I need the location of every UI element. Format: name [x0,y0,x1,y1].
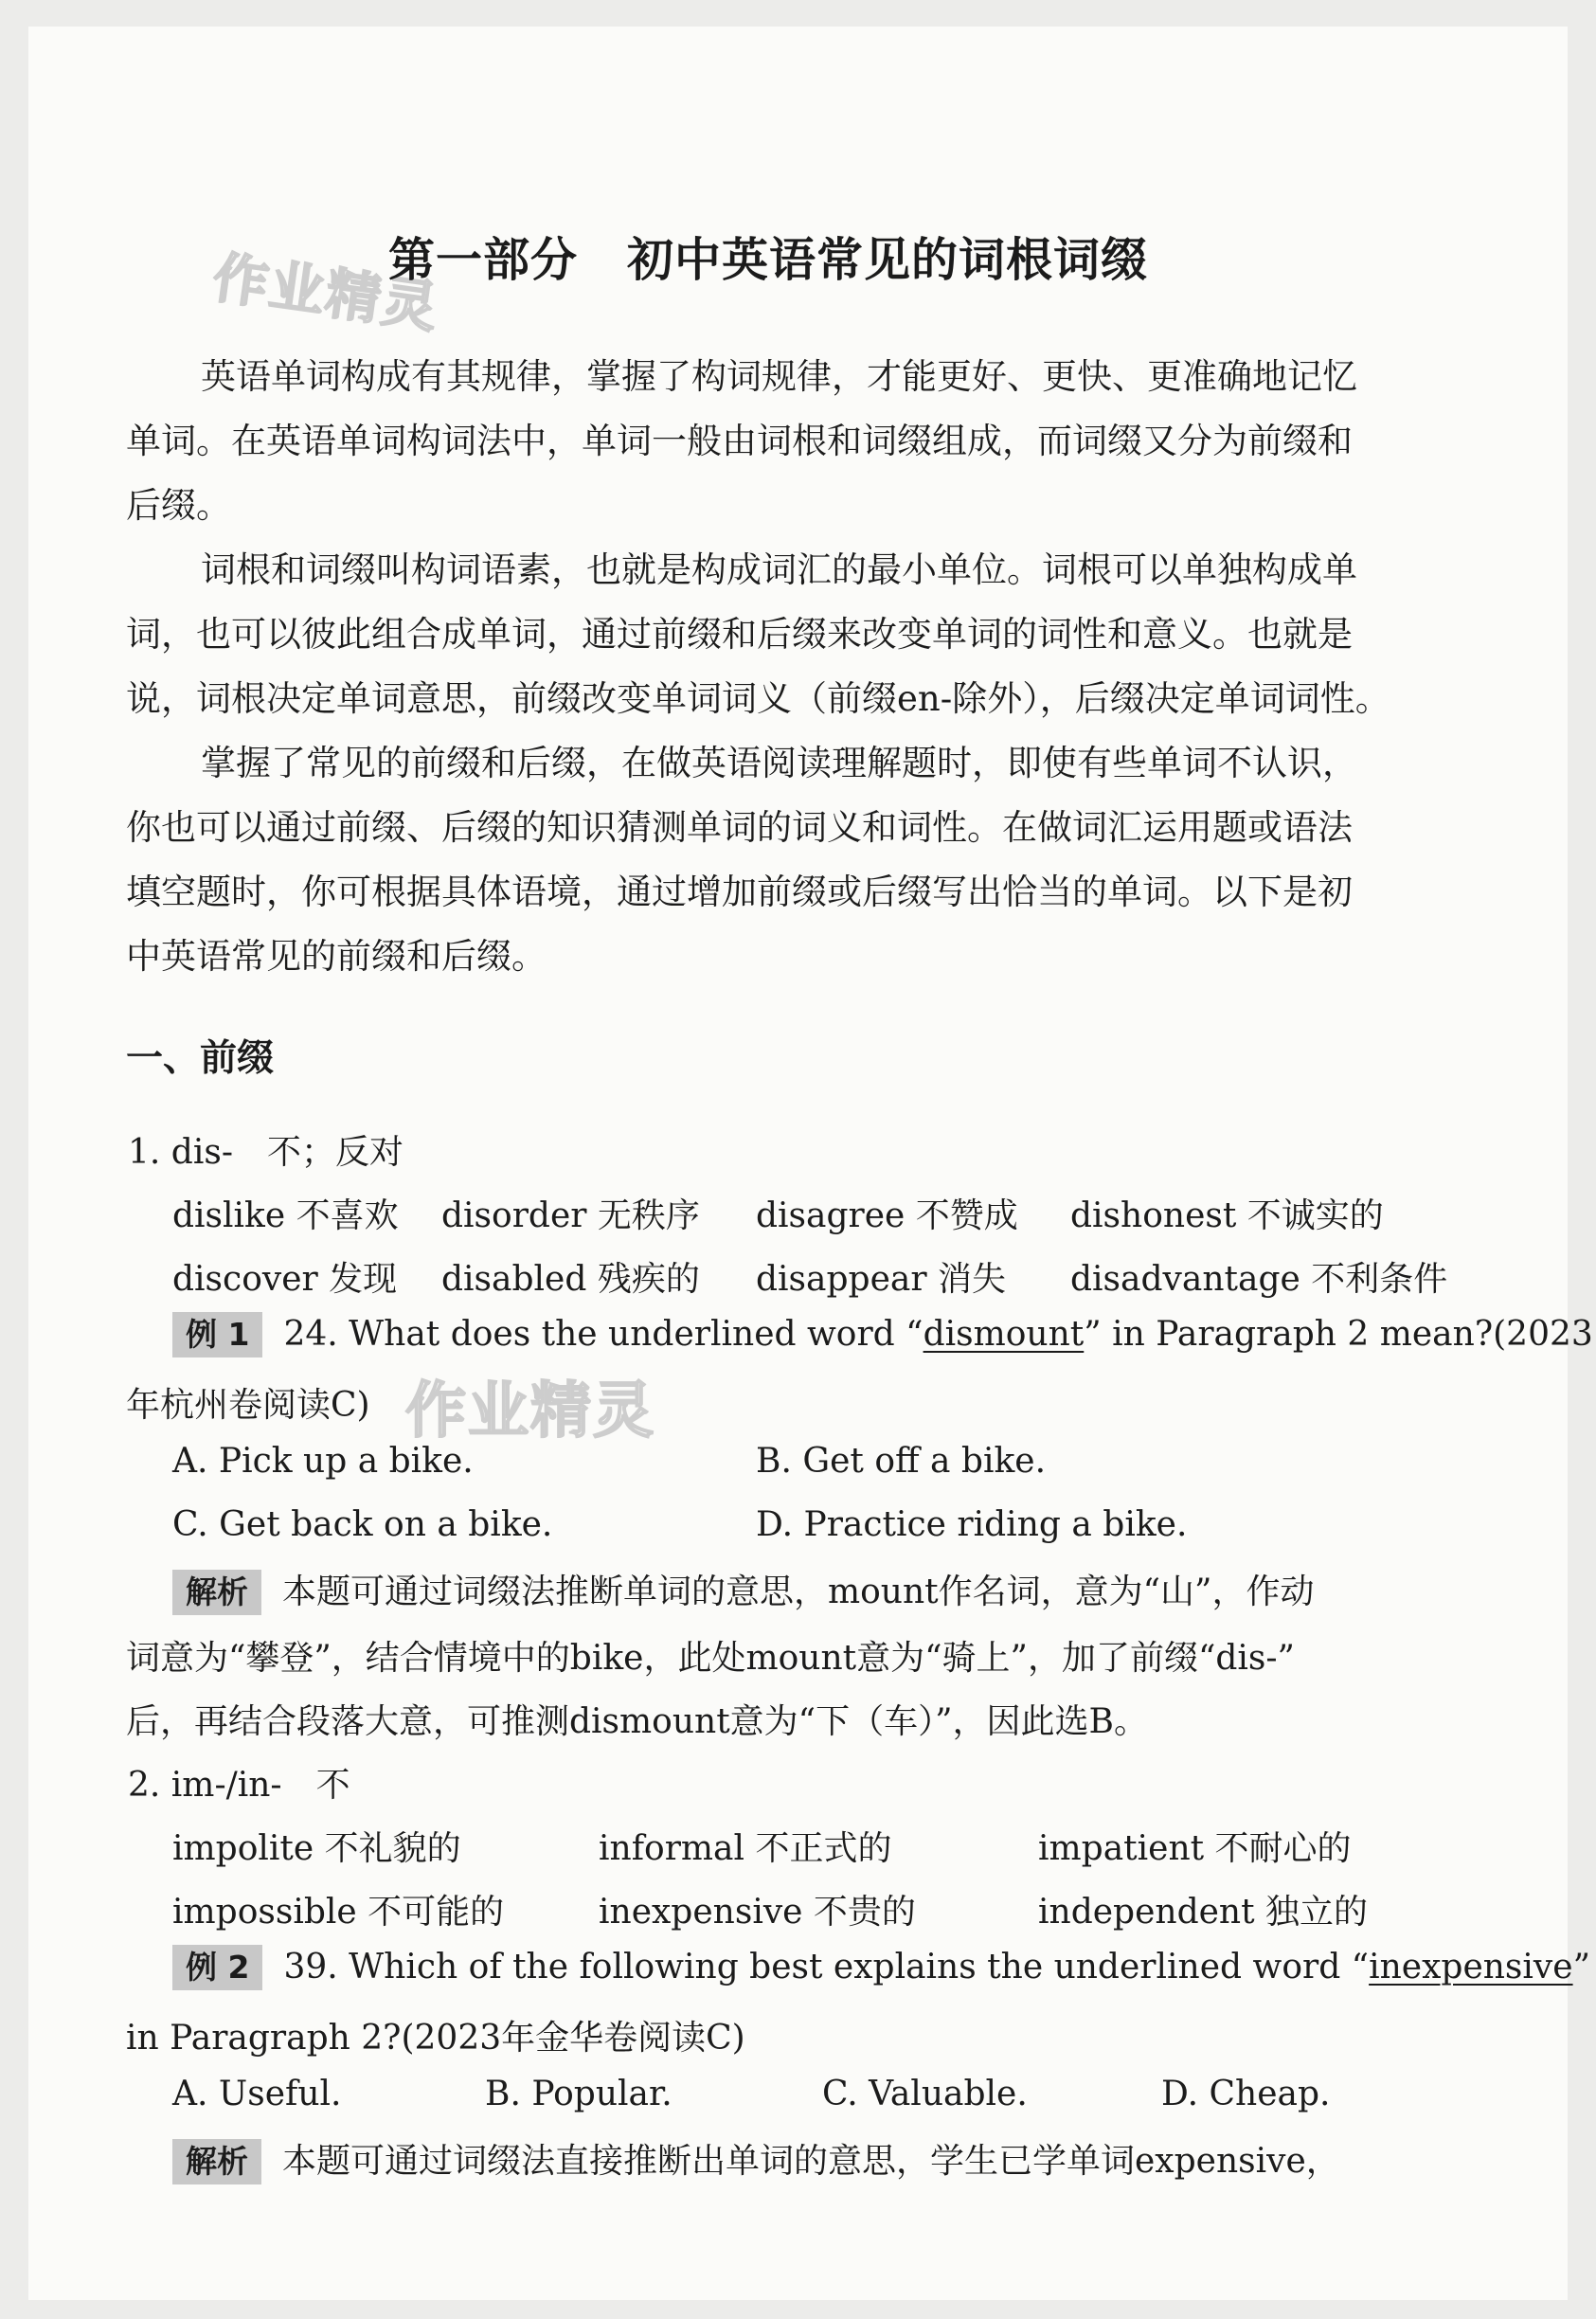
option-b: B. Popular. [485,2075,672,2113]
intro-line: 中英语常见的前缀和后缀。 [126,936,547,977]
option-d: D. Cheap. [1161,2075,1331,2113]
word-item: disagree 不赞成 [756,1196,1018,1235]
underlined-word: dismount [923,1315,1085,1354]
option-b: B. Get off a bike. [756,1442,1047,1481]
watermark: 作业精灵 [405,1376,655,1447]
option-a: A. Pick up a bike. [172,1442,474,1481]
intro-line: 说，词根决定单词意思，前缀改变单词词义（前缀en-除外），后缀决定单词词性。 [126,678,1390,719]
option-c: C. Valuable. [822,2075,1028,2113]
word-item: impatient 不耐心的 [1038,1829,1352,1868]
page-title [388,224,1148,290]
word-item: disappear 消失 [756,1260,1007,1299]
word-item: informal 不正式的 [599,1829,892,1868]
title-topic: 初中英语常见的词根词缀 [627,233,1149,287]
watermark: 作业精灵 [208,244,443,341]
analysis-line: 后，再结合段落大意，可推测dismount意为“下（车）”，因此选B。 [126,1702,1148,1741]
intro-line: 词，也可以彼此组合成单词，通过前缀和后缀来改变单词的词性和意义。也就是 [126,614,1353,655]
example-question-line2: in Paragraph 2?(2023年金华卷阅读C) [126,2019,745,2058]
analysis-tag: 解析 [172,1570,261,1615]
prefix-label: 1. dis- 不；反对 [128,1133,403,1172]
word-item: discover 发现 [172,1260,398,1299]
prefix-label: 2. im-/in- 不 [128,1766,350,1805]
example-question: 例 1 24. What does the underlined word “dismount” in Paragraph 2 mean?(2023 [172,1312,1593,1357]
intro-line: 填空题时，你可根据具体语境，通过增加前缀或后缀写出恰当的单词。以下是初 [126,872,1353,912]
intro-line: 你也可以通过前缀、后缀的知识猜测单词的词义和词性。在做词汇运用题或语法 [126,807,1353,848]
word-item: impolite 不礼貌的 [172,1829,461,1868]
analysis-line: 解析 本题可通过词缀法推断单词的意思，mount作名词，意为“山”，作动 [172,1565,1314,1615]
word-item: inexpensive 不贵的 [599,1893,916,1932]
intro-line: 单词。在英语单词构词法中，单词一般由词根和词缀组成，而词缀又分为前缀和 [126,421,1353,461]
section-heading: 一、前缀 [126,1037,275,1080]
word-item: disabled 残疾的 [441,1260,700,1299]
option-c: C. Get back on a bike. [172,1505,553,1544]
word-item: dislike 不喜欢 [172,1196,399,1235]
intro-line: 英语单词构成有其规律，掌握了构词规律，才能更好、更快、更准确地记忆 [201,356,1357,397]
analysis-tag: 解析 [172,2139,261,2184]
example-tag: 例 1 [172,1312,262,1357]
analysis-line: 词意为“攀登”，结合情境中的bike，此处mount意为“骑上”，加了前缀“dis-” [126,1639,1295,1678]
word-item: dishonest 不诚实的 [1070,1196,1384,1235]
example-tag: 例 2 [172,1945,262,1990]
example-question: 例 2 39. Which of the following best explains the underlined word “inexpensive” [172,1945,1590,1990]
title-part: 第一部分 [388,233,579,287]
option-a: A. Useful. [172,2075,342,2113]
analysis-line: 解析 本题可通过词缀法直接推断出单词的意思，学生已学单词expensive， [172,2134,1340,2184]
word-item: disorder 无秩序 [441,1196,700,1235]
example-question-line2: 年杭州卷阅读C) [126,1386,370,1425]
intro-line: 掌握了常见的前缀和后缀，在做英语阅读理解题时，即使有些单词不认识， [201,743,1357,783]
underlined-word: inexpensive [1369,1948,1573,1986]
word-item: impossible 不可能的 [172,1893,505,1932]
intro-line: 后缀。 [126,485,231,526]
intro-line: 词根和词缀叫构词语素，也就是构成词汇的最小单位。词根可以单独构成单 [201,549,1357,590]
word-item: disadvantage 不利条件 [1070,1260,1448,1299]
word-item: independent 独立的 [1038,1893,1369,1932]
option-d: D. Practice riding a bike. [756,1505,1188,1544]
